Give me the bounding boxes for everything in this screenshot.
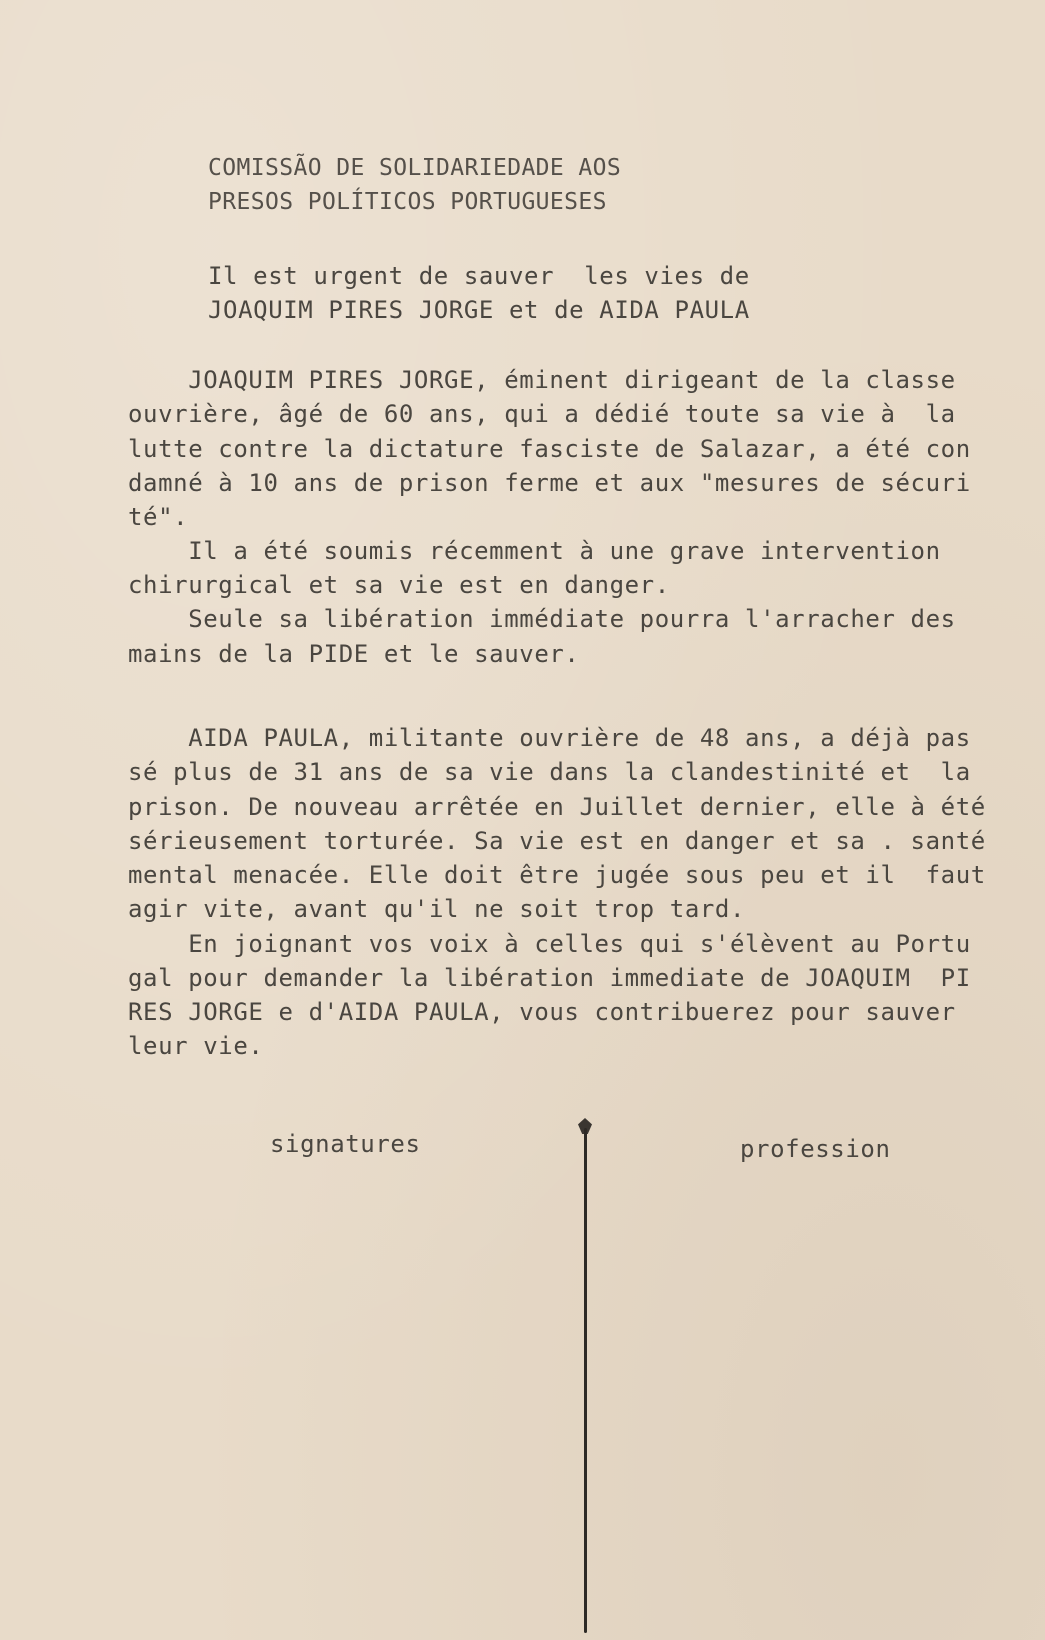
paragraph1-line-6: Il a été soumis récemment à une grave intervention [128, 537, 941, 565]
paragraph2-line-1: AIDA PAULA, militante ouvrière de 48 ans, a déjà pas [128, 724, 971, 752]
paragraph2-line-5: mental menacée. Elle doit être jugée sous peu et il faut [128, 861, 986, 889]
paragraph1-line-1: JOAQUIM PIRES JORGE, éminent dirigeant de la classe [128, 366, 956, 394]
paragraph1-line-5: té". [128, 503, 189, 531]
paragraph1-line-4: damné à 10 ans de prison ferme et aux "mesures de sécuri [128, 469, 971, 497]
paragraph1-line-2: ouvrière, âgé de 60 ans, qui a dédié toute sa vie à la [128, 400, 956, 428]
paragraph1-line-8: Seule sa libération immédiate pourra l'arracher des [128, 605, 956, 633]
paragraph2-line-7: En joignant vos voix à celles qui s'élèvent au Portu [128, 930, 971, 958]
paragraph1-line-9: mains de la PIDE et le sauver. [128, 640, 580, 668]
signatures-label: signatures [270, 1130, 421, 1158]
paragraph2-line-10: leur vie. [128, 1032, 264, 1060]
paragraph1-line-3: lutte contre la dictature fasciste de Salazar, a été con [128, 435, 971, 463]
paragraph2-line-9: RES JORGE e d'AIDA PAULA, vous contribuerez pour sauver [128, 998, 956, 1026]
header-line-1: COMISSÃO DE SOLIDARIEDADE AOS [208, 155, 622, 181]
paragraph2-line-6: agir vite, avant qu'il ne soit trop tard. [128, 895, 746, 923]
headline-line-1: Il est urgent de sauver les vies de [208, 262, 750, 290]
paragraph2-line-3: prison. De nouveau arrêtée en Juillet dernier, elle à été [128, 793, 986, 821]
headline-line-2: JOAQUIM PIRES JORGE et de AIDA PAULA [208, 296, 750, 324]
header-line-2: PRESOS POLÍTICOS PORTUGUESES [208, 189, 607, 215]
profession-label: profession [740, 1135, 891, 1163]
column-divider-line [584, 1128, 587, 1633]
paragraph1-line-7: chirurgical et sa vie est en danger. [128, 571, 670, 599]
paragraph2-line-2: sé plus de 31 ans de sa vie dans la clandestinité et la [128, 758, 971, 786]
paragraph2-line-8: gal pour demander la libération immediate de JOAQUIM PI [128, 964, 971, 992]
paragraph2-line-4: sérieusement torturée. Sa vie est en danger et sa . santé [128, 827, 986, 855]
